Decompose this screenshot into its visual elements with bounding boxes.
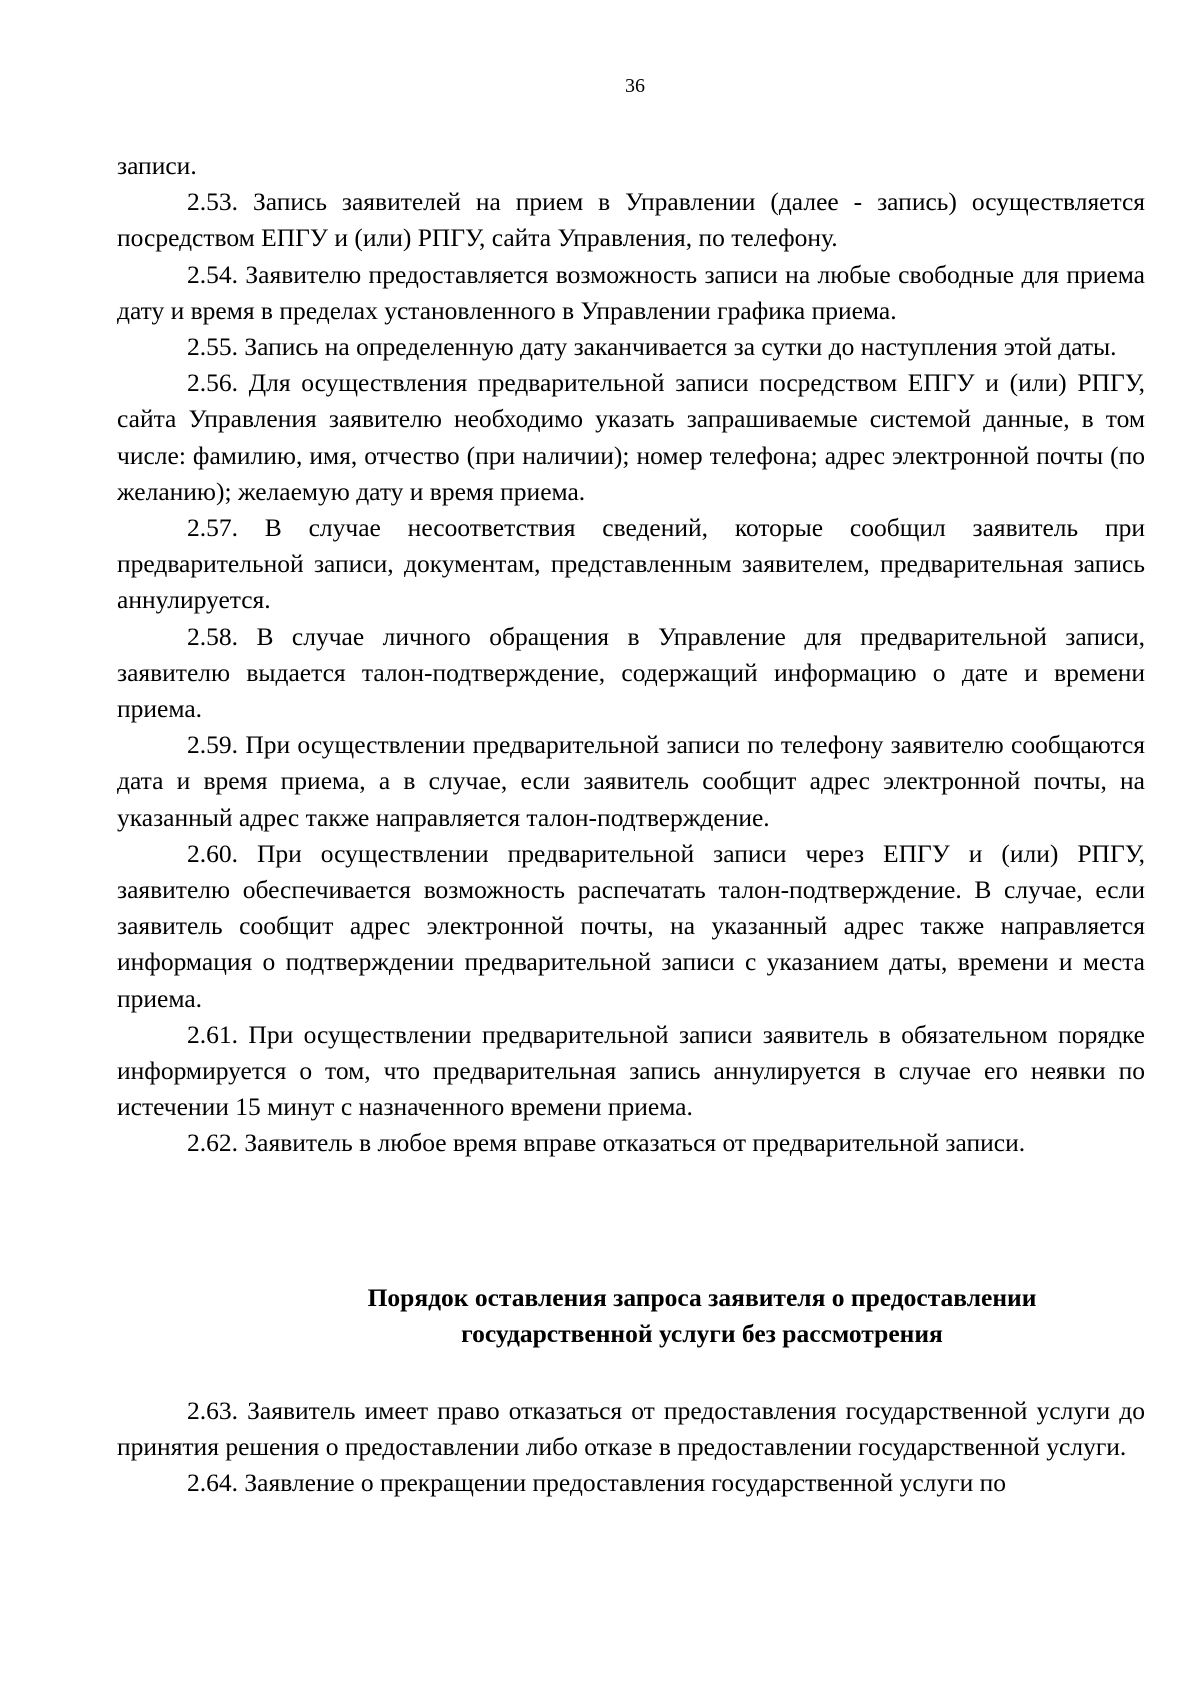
section-heading-line-1: Порядок оставления запроса заявителя о предоставлении (367, 1283, 1037, 1312)
paragraph-2-56: 2.56. Для осуществления предварительной записи посредством ЕПГУ и (или) РПГУ, сайта Управления заявителю необходимо указать запрашиваемые системой данные, в том числе: фамилию, имя, отчество (при наличии); номер телефона; адрес электронной почты (по желанию); желаемую дату и время приема. (117, 368, 1145, 506)
paragraph-2-57: 2.57. В случае несоответствия сведений, которые сообщил заявитель при предварительной записи, документам, представленным заявителем, предварительная запись аннулируется. (117, 513, 1145, 615)
body-text-lower (117, 1393, 1145, 1502)
paragraph-2-62: 2.62. Заявитель в любое время вправе отказаться от предварительной записи. (187, 1128, 1026, 1158)
paragraph-2-53: 2.53. Запись заявителей на прием в Управлении (далее - запись) осуществляется посредством ЕПГУ и (или) РПГУ, сайта Управления, по телефону. (117, 187, 1145, 253)
body-text-upper (117, 148, 1145, 1162)
section-heading-line-2: государственной услуги без рассмотрения (461, 1319, 943, 1348)
paragraph-2-58: 2.58. В случае личного обращения в Управление для предварительной записи, заявителю выдается талон-подтверждение, содержащий информацию о дате и времени приема. (117, 621, 1145, 724)
section-heading (117, 1280, 1200, 1352)
paragraph-2-60: 2.60. При осуществлении предварительной записи через ЕПГУ и (или) РПГУ, заявителю обеспечивается возможность распечатать талон-подтверждение. В случае, если заявитель сообщит адрес электронной почты, на указанный адрес также направляется информация о подтверждении предварительной записи с указанием даты, времени и места приема. (117, 838, 1145, 1013)
paragraph-2-59: 2.59. При осуществлении предварительной записи по телефону заявителю сообщаются дата и время приема, а в случае, если заявитель сообщит адрес электронной почты, на указанный адрес также направляется талон-подтверждение. (117, 730, 1145, 832)
paragraph-2-61: 2.61. При осуществлении предварительной записи заявитель в обязательном порядке информируется о том, что предварительная запись аннулируется в случае его неявки по истечении 15 минут с назначенного времени приема. (117, 1019, 1145, 1122)
paragraph-2-64: 2.64. Заявление о прекращении предоставления государственной услуги по (187, 1468, 1007, 1498)
page-number: 36 (625, 75, 645, 97)
paragraph-2-55: 2.55. Запись на определенную дату заканчивается за сутки до наступления этой даты. (187, 332, 1117, 362)
paragraph-2-63: 2.63. Заявитель имеет право отказаться от предоставления государственной услуги до принятия решения о предоставлении либо отказе в предоставлении государственной услуги. (117, 1396, 1145, 1462)
paragraph-2-54: 2.54. Заявителю предоставляется возможность записи на любые свободные для приема дату и время в пределах установленного в Управлении графика приема. (117, 259, 1145, 325)
paragraph-continuation: записи. (117, 151, 197, 180)
